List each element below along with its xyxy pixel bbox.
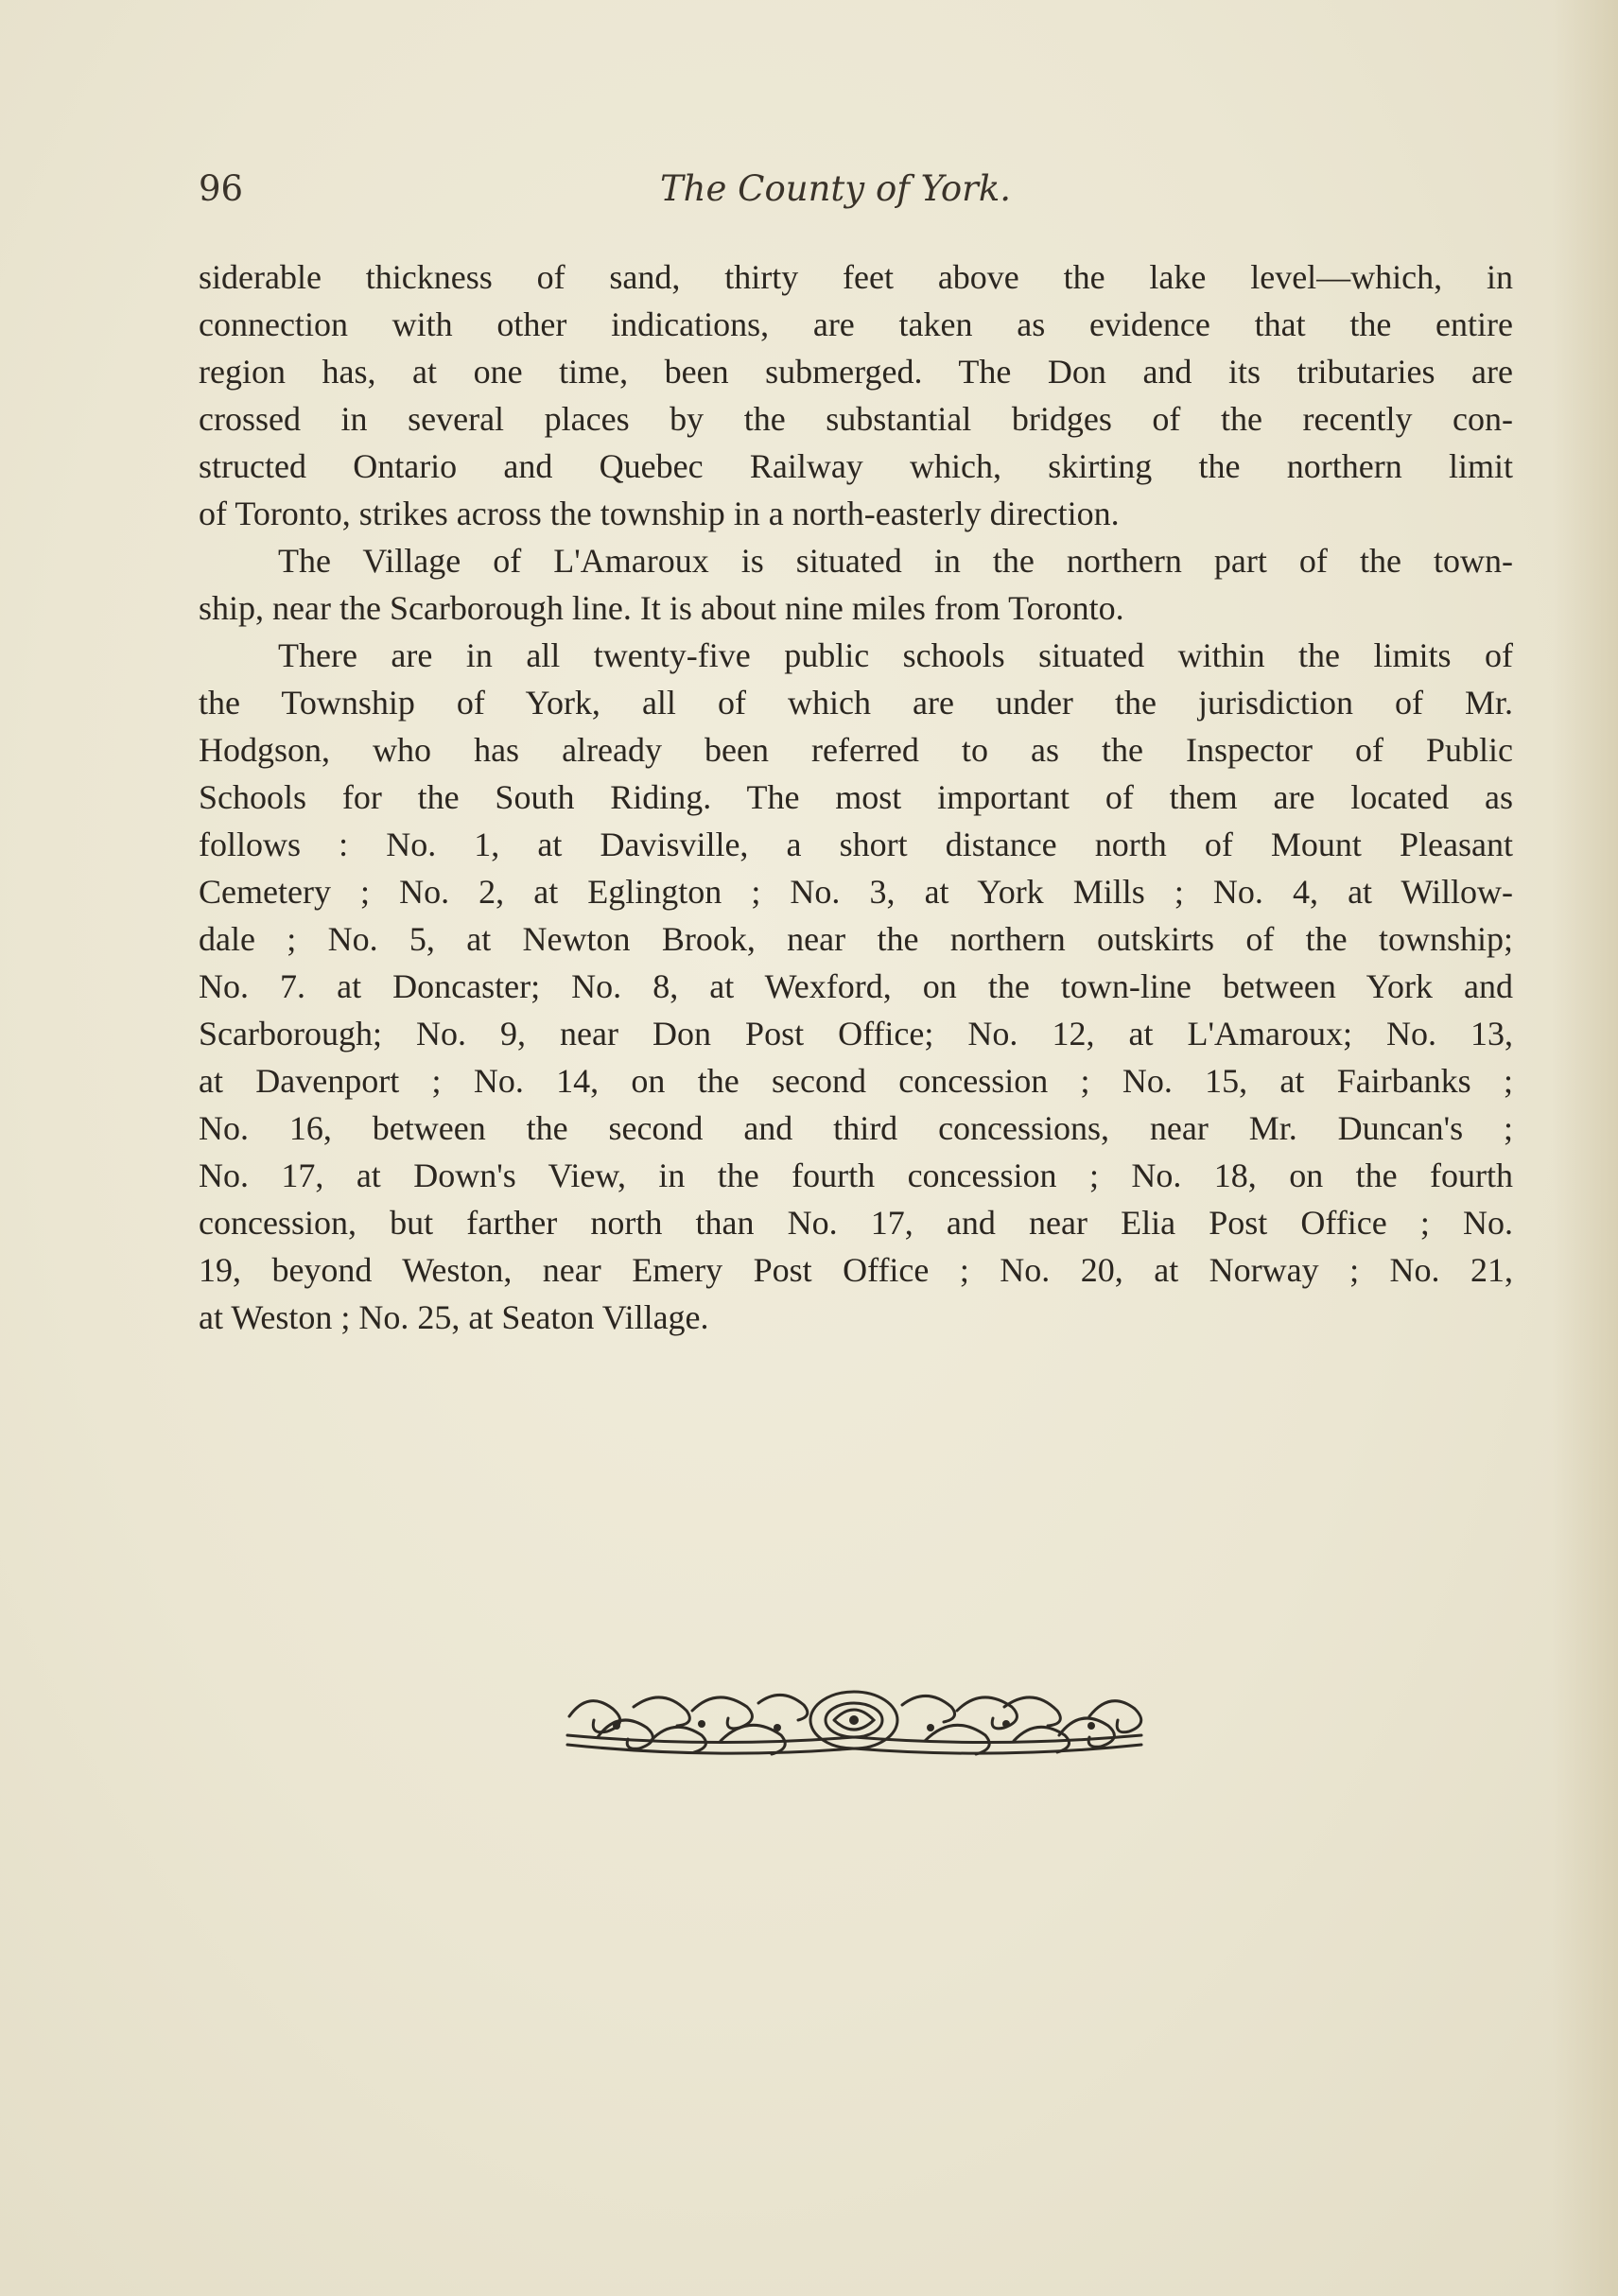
text-line: crossed in several places by the substantial bridges of the recently con- <box>199 400 1513 438</box>
text-line: There are in all twenty-five public schools situated within the limits of <box>278 636 1513 674</box>
text-line: Scarborough; No. 9, near Don Post Office; No. 12, at L'Amaroux; No. 13, <box>199 1015 1513 1052</box>
text-line: Hodgson, who has already been referred to as the Inspector of Public <box>199 731 1513 769</box>
tailpiece-scroll-ornament-icon <box>560 1679 1149 1771</box>
text-line: No. 7. at Doncaster; No. 8, at Wexford, on the town-line between York and <box>199 967 1513 1005</box>
text-line: dale ; No. 5, at Newton Brook, near the northern outskirts of the township; <box>199 920 1513 958</box>
page-header <box>199 163 1050 216</box>
text-line: No. 16, between the second and third concessions, near Mr. Duncan's ; <box>199 1109 1513 1147</box>
text-line: Schools for the South Riding. The most important of them are located as <box>199 778 1513 816</box>
text-line: 19, beyond Weston, near Emery Post Office ; No. 20, at Norway ; No. 21, <box>199 1251 1513 1289</box>
text-line: of Toronto, strikes across the township in a north-easterly direction. <box>199 495 1120 532</box>
page-number: 96 <box>199 168 244 209</box>
text-line: connection with other indications, are taken as evidence that the entire <box>199 305 1513 343</box>
text-line: siderable thickness of sand, thirty feet above the lake level—which, in <box>199 258 1513 296</box>
text-line: structed Ontario and Quebec Railway which, skirting the northern limit <box>199 447 1513 485</box>
text-line: No. 17, at Down's View, in the fourth concession ; No. 18, on the fourth <box>199 1157 1513 1194</box>
body-text <box>199 253 1513 1341</box>
text-line: Cemetery ; No. 2, at Eglington ; No. 3, at York Mills ; No. 4, at Willow- <box>199 873 1513 911</box>
running-title: The County of York. <box>660 168 1012 209</box>
text-line: at Weston ; No. 25, at Seaton Village. <box>199 1298 709 1336</box>
text-line: at Davenport ; No. 14, on the second concession ; No. 15, at Fairbanks ; <box>199 1062 1513 1100</box>
text-line: The Village of L'Amaroux is situated in the northern part of the town- <box>278 542 1513 580</box>
text-line: follows : No. 1, at Davisville, a short distance north of Mount Pleasant <box>199 826 1513 863</box>
text-line: region has, at one time, been submerged. The Don and its tributaries are <box>199 353 1513 391</box>
text-line: concession, but farther north than No. 17, and near Elia Post Office ; No. <box>199 1204 1513 1242</box>
text-line: the Township of York, all of which are under the jurisdiction of Mr. <box>199 684 1513 722</box>
page-edge-shadow <box>1552 0 1618 2296</box>
text-line: ship, near the Scarborough line. It is about nine miles from Toronto. <box>199 589 1124 627</box>
